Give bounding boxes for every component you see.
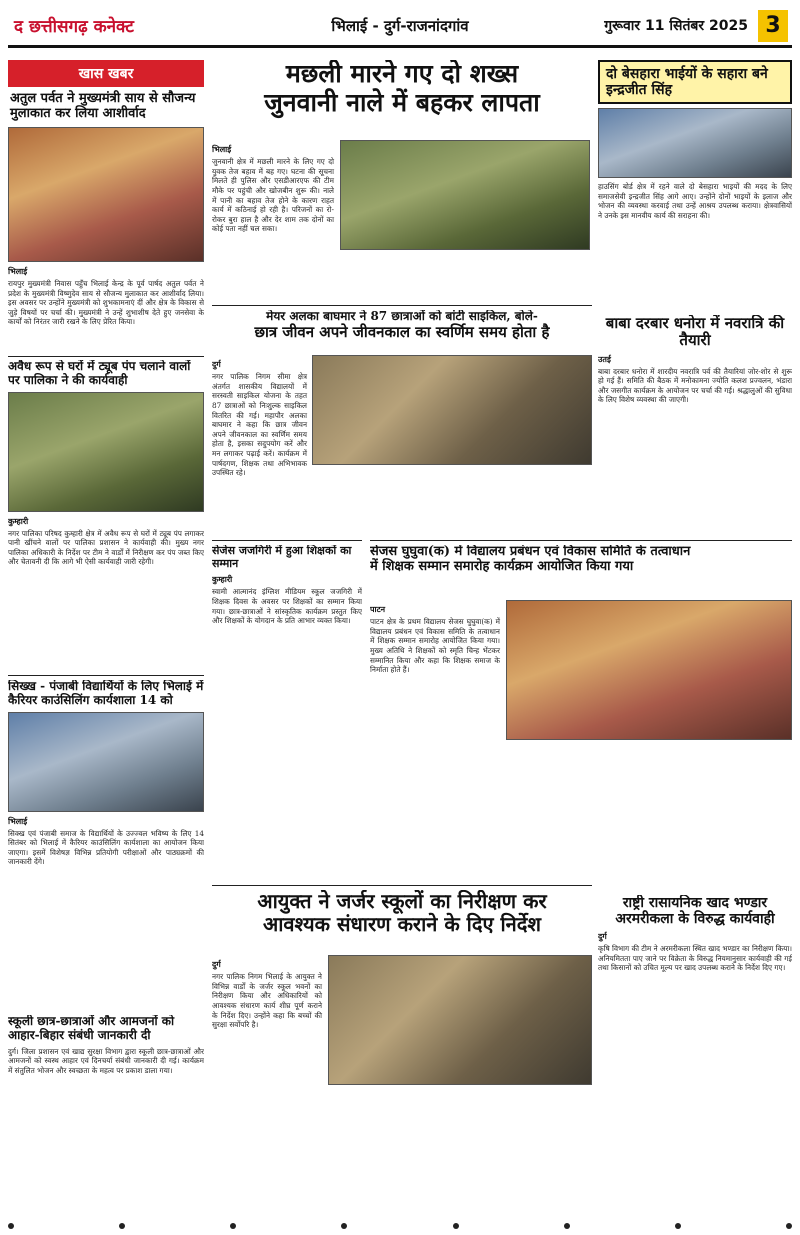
ghughua-story xyxy=(370,600,792,880)
divider xyxy=(370,540,792,541)
ayukt-headline-line1: आयुक्त ने जर्जर स्कूलों का निरीक्षण कर xyxy=(257,890,547,913)
registration-marks xyxy=(8,1223,792,1231)
jajgiri-story xyxy=(212,545,362,875)
ahar-bihar-body: दुर्ग। जिला प्रशासन एवं खाद्य सुरक्षा विभाग द्वारा स्कूली छात्र-छात्राओं और आमजनों को स्वस्थ आहार एवं दिनचर्या संबंधी जानकारी दी गई। कार्यक्रम में संतुलित भोजन और स्वच्छता के महत्व पर प्रकाश डाला गया। xyxy=(8,1046,204,1075)
main-story xyxy=(212,140,592,300)
indrajit-headline: दो बेसहारा भाईयों के सहारा बने इन्द्रजीत सिंह xyxy=(606,66,768,99)
ghughua-photo xyxy=(506,600,792,740)
indrajit-body: हाउसिंग बोर्ड क्षेत्र में रहने वाले दो बेसहारा भाइयों की मदद के लिए समाजसेवी इन्द्रजीत सिंह आगे आए। उन्होंने दोनों भाइयों के इलाज और भोजन की व्यवस्था करवाई तथा उन्हें आश्रय उपलब्ध कराया। क्षेत्रवासियों ने उनके इस मानवीय कार्य की सराहना की। xyxy=(598,182,792,221)
tube-pump-story xyxy=(8,360,204,660)
baba-darbar-body: बाबा दरबार धनोरा में शारदीय नवरात्रि पर्व की तैयारियां जोर-शोर से शुरू हो गई हैं। समिति की बैठक में मनोकामना ज्योति कलश प्रज्वलन, भंडारा और जसगीत कार्यक्रम के आयोजन पर चर्चा की गई। श्रद्धालुओं की सुविधा के लिए विशेष व्यवस्था की जाएगी। xyxy=(598,366,792,405)
main-headline-line2: जुनवानी नाले में बहकर लापता xyxy=(264,87,540,117)
baba-darbar-headline: बाबा दरबार धनोरा में नवरात्रि की तैयारी xyxy=(605,315,785,350)
ayukt-headline-line2: आवश्यक संधारण कराने के दिए निर्देश xyxy=(262,912,541,936)
ghughua-place: पाटन xyxy=(370,605,386,614)
newspaper-brand: द छत्तीसगढ़ कनेक्ट xyxy=(14,17,134,37)
indrajit-story xyxy=(598,60,792,250)
main-headline xyxy=(212,60,592,135)
ghughua-headline-line1: सेजस घुघुवा(क) में विद्यालय प्रबंधन एवं विकास समिति के तत्वाधान xyxy=(370,545,691,559)
jajgiri-headline: सेजेस जजगिरी में हुआ शिक्षकों का सम्मान xyxy=(212,545,352,570)
main-story-body: जुनवानी क्षेत्र में मछली मारने के लिए गए दो युवक तेज बहाव में बह गए। घटना की सूचना मिलते ही पुलिस और एसडीआरएफ की टीम मौके पर पहुंची और खोजबीन शुरू की। नाले में पानी का बहाव तेज होने के कारण राहत कार्य में कठिनाई हो रही है। परिजनों का रो-रोकर बुरा हाल है और देर शाम तक दोनों का कोई पता नहीं चल सका। xyxy=(212,157,334,234)
cycle-place: दुर्ग xyxy=(212,360,221,369)
baba-darbar-story xyxy=(598,315,792,535)
khas-khabar-body: रायपुर मुख्यमंत्री निवास पहुँच भिलाई केन्द्र के पूर्व पार्षद अतुल पर्वत ने प्रदेश के मुख्यमंत्री विष्णुदेव साय से सौजन्य मुलाकात कर आशीर्वाद लिया। इस अवसर पर उन्होंने मुख्यमंत्री को शुभकामनाएं दीं और क्षेत्र के विकास से जुड़े विषयों पर चर्चा की। मुख्यमंत्री ने उन्हें शुभाशीष देते हुए जनसेवा के कार्यों को निरंतर जारी रखने के लिए प्रेरित किया। xyxy=(8,278,204,327)
divider xyxy=(8,356,204,357)
khas-khabar-label: खास खबर xyxy=(8,60,204,87)
cycle-body: नगर पालिक निगम सीमा क्षेत्र अंतर्गत शासकीय विद्यालयों में सरस्वती साइकिल योजना के तहत 87 छात्राओं को निःशुल्क साइकिल वितरित की गई। महापौर अलका बाघमार ने कहा कि छात्र जीवन अपने जीवनकाल का स्वर्णिम समय होता है, इसका सदुपयोग करें और मन लगाकर पढ़ाई करें। कार्यक्रम में पार्षदगण, शिक्षक तथा अभिभावक उपस्थित रहे। xyxy=(212,372,307,478)
khad-story xyxy=(598,895,792,1215)
ayukt-body: नगर पालिक निगम भिलाई के आयुक्त ने विभिन्न वार्डों के जर्जर स्कूल भवनों का निरीक्षण किया और अधिकारियों को आवश्यक संधारण कार्य शीघ्र पूर्ण कराने के निर्देश दिए। उन्होंने कहा कि बच्चों की सुरक्षा सर्वोपरि है। xyxy=(212,972,322,1030)
sikh-counselling-body: सिक्ख एवं पंजाबी समाज के विद्यार्थियों के उज्ज्वल भविष्य के लिए 14 सितंबर को भिलाई में कैरियर काउंसिलिंग कार्यशाला का आयोजन किया जाएगा। इसमें विशेषज्ञ विभिन्न प्रतियोगी परीक्षाओं और पाठ्यक्रमों की जानकारी देंगे। xyxy=(8,828,204,867)
cycle-photo xyxy=(312,355,592,465)
ayukt-headline xyxy=(212,890,592,950)
sikh-counselling-story xyxy=(8,680,204,980)
khas-khabar-section xyxy=(8,60,204,350)
ghughua-headline-line2: में शिक्षक सम्मान समारोह कार्यक्रम आयोजित किया गया xyxy=(370,558,634,574)
sikh-counselling-headline: सिख्ख - पंजाबी विद्यार्थियों के लिए भिलाई में कैरियर काउंसिलिंग कार्यशाला 14 को xyxy=(8,680,204,707)
edition-date: गुरूवार 11 सितंबर 2025 xyxy=(604,18,748,34)
cycle-headline-line2: छात्र जीवन अपने जीवनकाल का स्वर्णिम समय होता है xyxy=(254,322,550,341)
khad-place: दुर्ग xyxy=(598,932,607,942)
page-number: 3 xyxy=(758,10,788,42)
sikh-counselling-place: भिलाई xyxy=(8,816,28,826)
tube-pump-body: नगर पालिका परिषद कुम्हारी क्षेत्र में अवैध रूप से घरों में ट्यूब पंप लगाकर पानी खींचने वालों पर पालिका प्रशासन ने कार्यवाही की। मुख्य नगर पालिका अधिकारी के निर्देश पर टीम ने वार्डों में निरीक्षण कर पंप जब्त किए और चेतावनी दी कि आगे भी ऐसी कार्यवाही जारी रहेगी। xyxy=(8,528,204,567)
ahar-bihar-story xyxy=(8,1015,204,1215)
tube-pump-headline: अवैध रूप से घरों में ट्यूब पंप चलाने वालों पर पालिका ने की कार्यवाही xyxy=(8,360,191,387)
masthead xyxy=(8,10,792,48)
ghughua-headline xyxy=(370,545,792,595)
sikh-counselling-photo xyxy=(8,712,204,812)
indrajit-photo xyxy=(598,108,792,178)
edition-city: भिलाई - दुर्ग-राजनांदगांव xyxy=(331,17,469,35)
ghughua-body: पाटन क्षेत्र के प्रथम विद्यालय सेजस घुघुवा(क) में विद्यालय प्रबंधन एवं विकास समिति के तत्वाधान में शिक्षक सम्मान समारोह आयोजित किया गया। मुख्य अतिथि ने शिक्षकों को स्मृति चिन्ह भेंटकर सम्मानित किया और कहा कि शिक्षक समाज के निर्माता होते हैं। xyxy=(370,617,500,675)
main-headline-line1: मछली मारने गए दो शख्स xyxy=(285,60,519,88)
khad-body: कृषि विभाग की टीम ने अरमरीकला स्थित खाद भण्डार का निरीक्षण किया। अनियमितता पाए जाने पर विक्रेता के विरुद्ध नियमानुसार कार्यवाही की गई तथा किसानों को उचित मूल्य पर खाद उपलब्ध कराने के निर्देश दिए गए। xyxy=(598,944,792,973)
cycle-headline-line1: मेयर अलका बाघमार ने 87 छात्राओं को बांटी साइकिल, बोले- xyxy=(266,310,538,323)
khas-khabar-photo xyxy=(8,127,204,262)
ayukt-photo xyxy=(328,955,592,1085)
divider xyxy=(212,540,362,541)
jajgiri-place: कुम्हारी xyxy=(212,575,233,585)
cycle-story xyxy=(212,355,592,525)
ayukt-place: दुर्ग xyxy=(212,960,221,969)
khas-khabar-place: भिलाई xyxy=(8,266,28,276)
divider xyxy=(212,885,592,886)
main-story-photo xyxy=(340,140,590,250)
ayukt-story xyxy=(212,955,592,1215)
divider xyxy=(212,305,592,306)
baba-darbar-place: उतई xyxy=(598,354,611,364)
cycle-headline xyxy=(212,310,592,350)
tube-pump-place: कुम्हारी xyxy=(8,516,29,526)
tube-pump-photo xyxy=(8,392,204,512)
jajgiri-body: स्वामी आत्मानंद इंग्लिश मीडियम स्कूल जजगिरी में शिक्षक दिवस के अवसर पर शिक्षकों का सम्मान किया गया। छात्र-छात्राओं ने सांस्कृतिक कार्यक्रम प्रस्तुत किए और शिक्षकों के योगदान के प्रति आभार व्यक्त किया। xyxy=(212,587,362,626)
khas-khabar-headline: अतुल पर्वत ने मुख्यमंत्री साय से सौजन्य मुलाकात कर लिया आशीर्वाद xyxy=(10,91,196,121)
ahar-bihar-headline: स्कूली छात्र-छात्राओं और आमजनों को आहार-बिहार संबंधी जानकारी दी xyxy=(8,1015,175,1042)
divider xyxy=(8,675,204,676)
main-story-place: भिलाई xyxy=(212,145,232,154)
khad-headline: राष्ट्री रासायनिक खाद भण्डार अरमरीकला के विरुद्ध कार्यवाही xyxy=(615,895,775,928)
